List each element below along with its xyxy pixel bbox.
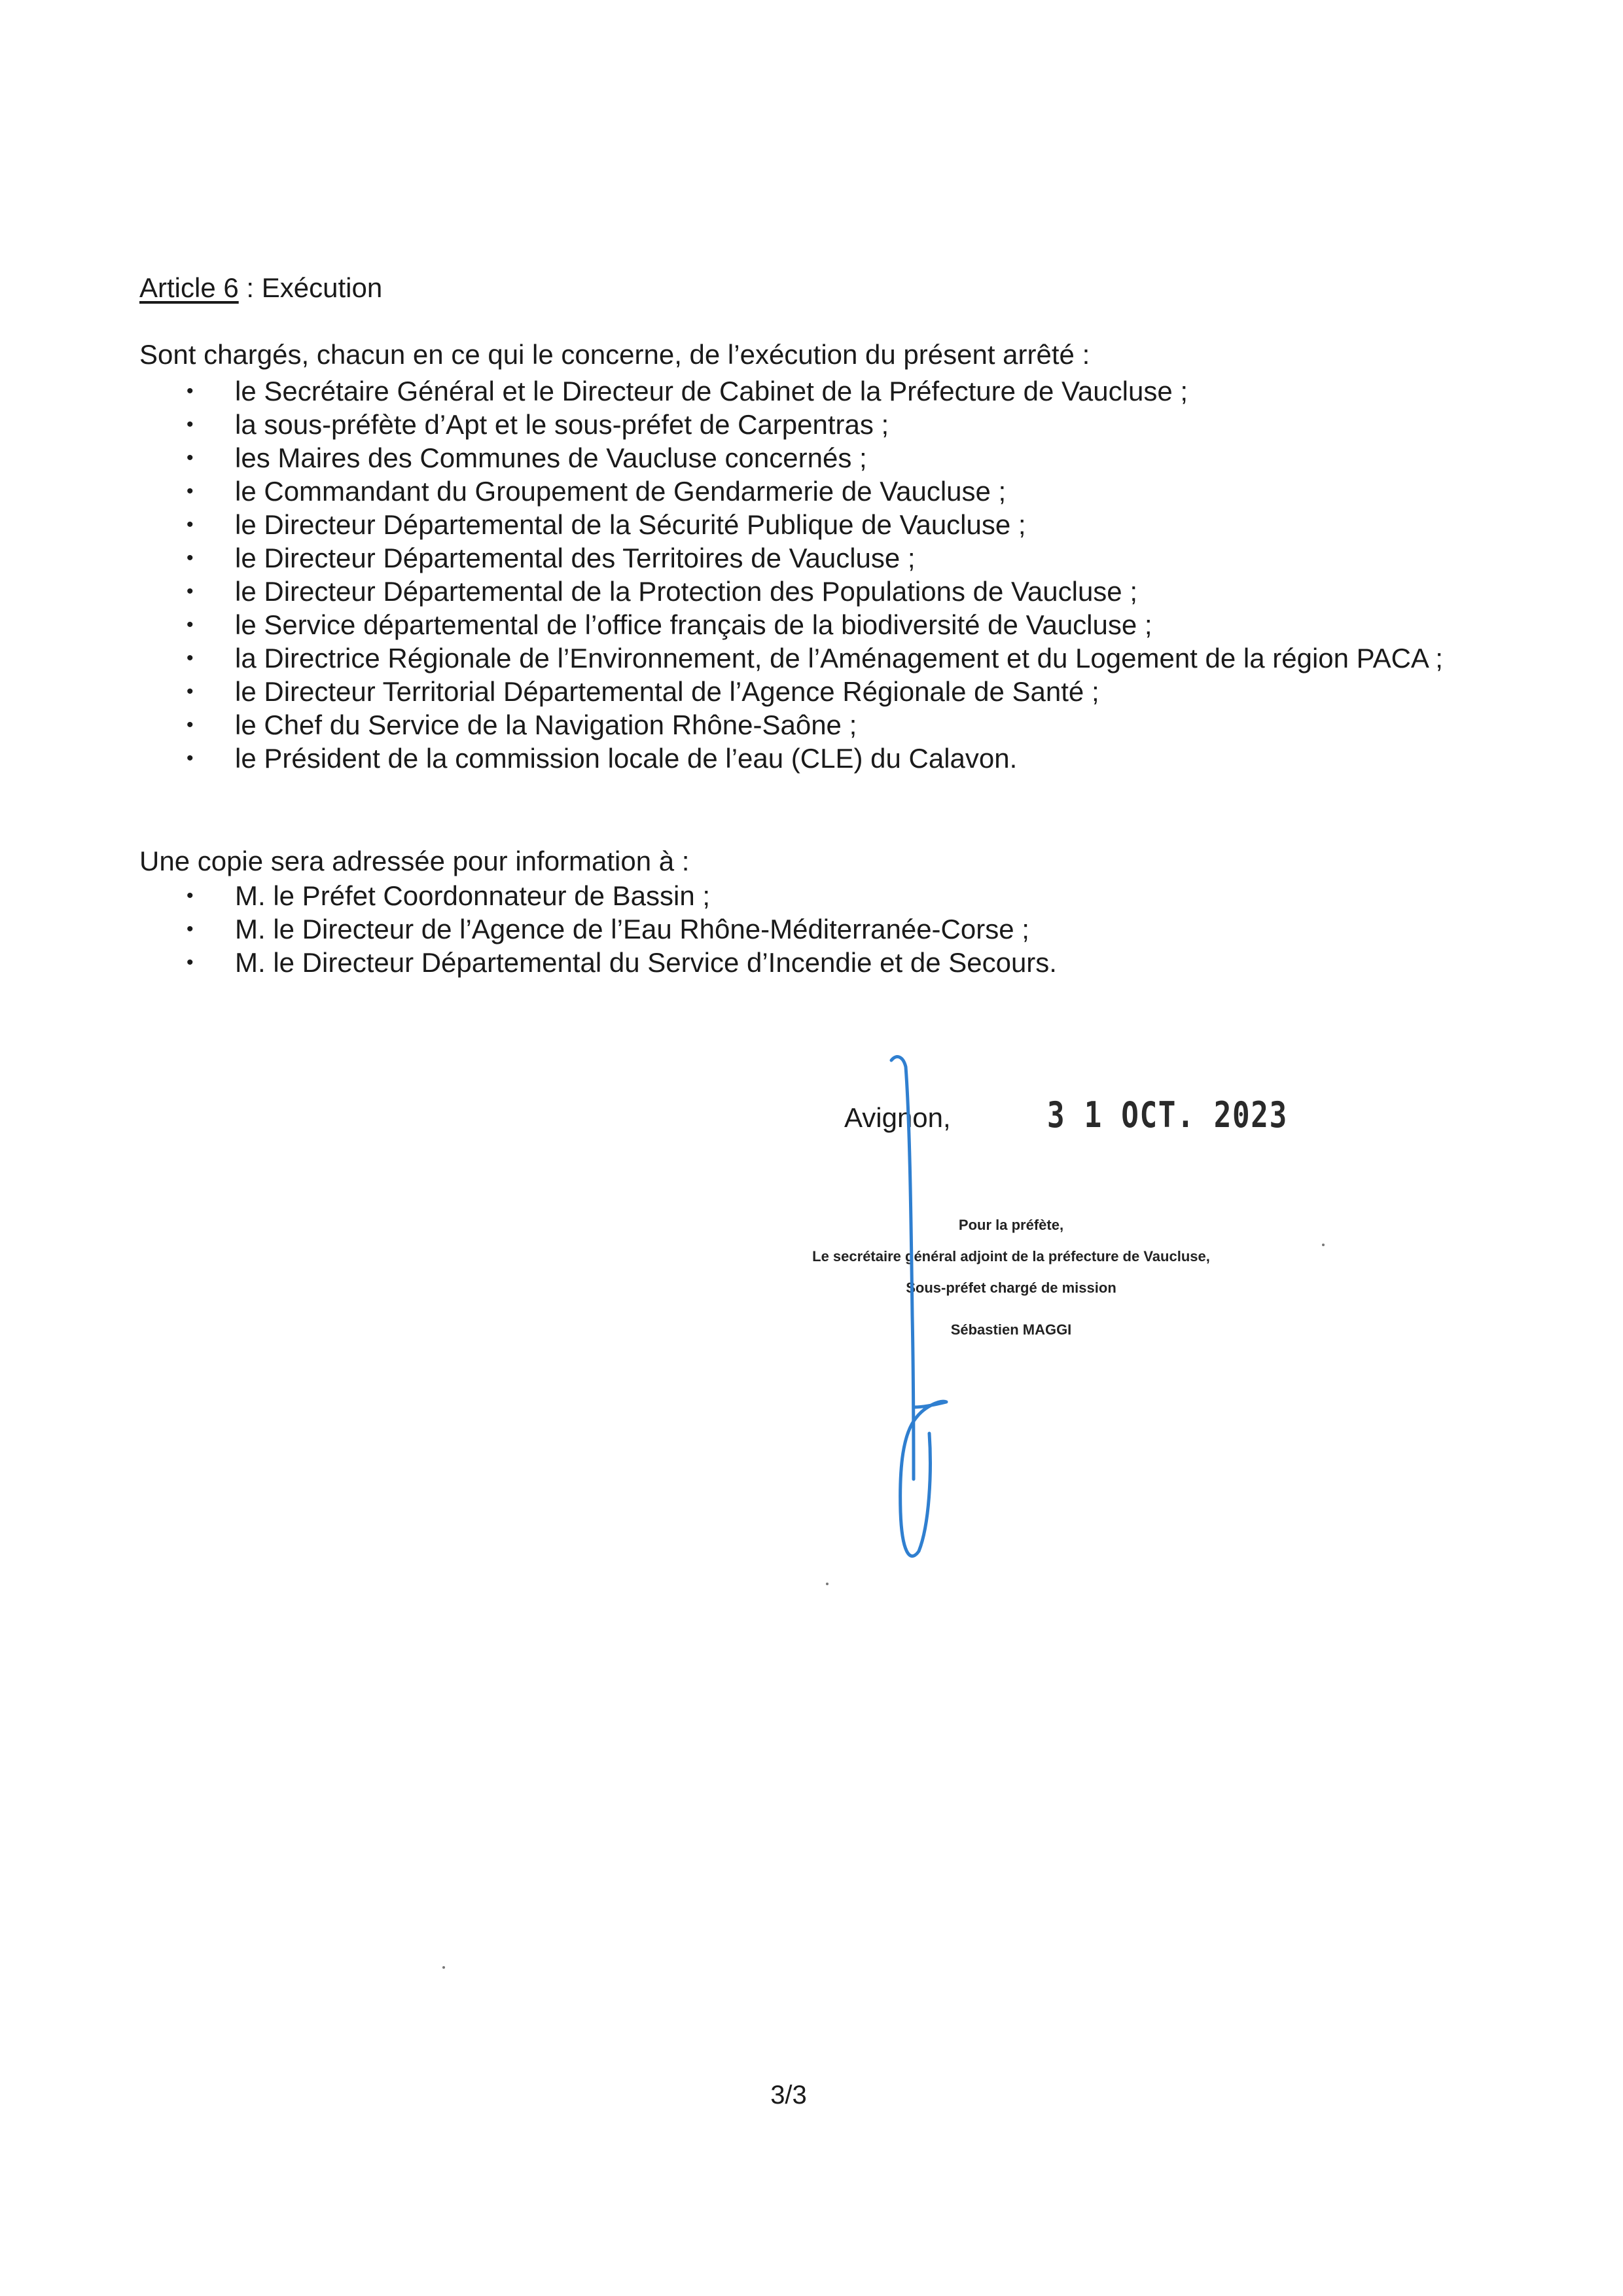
list-item: • le Directeur Territorial Départemental de l’Agence Régionale de Santé ; <box>187 676 1099 707</box>
signature-loop <box>901 1401 946 1556</box>
execution-list <box>139 374 1468 775</box>
signature-stroke <box>891 1057 914 1479</box>
list-item: • la Directrice Régionale de l’Environnement, de l’Aménagement et du Logement de la région PACA ; <box>187 643 1443 673</box>
scan-speck <box>826 1583 829 1585</box>
list-item: • M. le Préfet Coordonnateur de Bassin ; <box>187 880 711 911</box>
list-item: • le Service départemental de l’office français de la biodiversité de Vaucluse ; <box>187 609 1152 640</box>
bullet-icon: • <box>187 681 194 702</box>
bullet-icon: • <box>187 918 194 940</box>
bullet-icon: • <box>187 714 194 736</box>
scan-speck <box>1322 1244 1325 1246</box>
bullet-icon: • <box>187 447 194 469</box>
list-item: • le Secrétaire Général et le Directeur de Cabinet de la Préfecture de Vaucluse ; <box>187 376 1188 406</box>
list-item: • le Directeur Départemental de la Protection des Populations de Vaucluse ; <box>187 576 1138 607</box>
list-item: • les Maires des Communes de Vaucluse concernés ; <box>187 442 867 473</box>
list-item: • M. le Directeur Départemental du Service d’Incendie et de Secours. <box>187 947 1057 978</box>
article-title: Exécution <box>261 272 383 303</box>
list-item: • le Président de la commission locale de l’eau (CLE) du Calavon. <box>187 743 1018 774</box>
bullet-icon: • <box>187 547 194 569</box>
title-line: Sous-préfet chargé de mission <box>906 1280 1116 1296</box>
list-item: • M. le Directeur de l’Agence de l’Eau Rhône-Méditerranée-Corse ; <box>187 914 1029 944</box>
bullet-icon: • <box>187 480 194 502</box>
signer-name: Sébastien MAGGI <box>950 1321 1072 1338</box>
bullet-icon: • <box>187 414 194 435</box>
list-item: • le Chef du Service de la Navigation Rhône-Saône ; <box>187 709 857 740</box>
copies-intro: Une copie sera adressée pour information à : <box>139 846 690 876</box>
handwritten-signature <box>877 1041 982 1571</box>
place-label: Avignon, <box>844 1102 951 1133</box>
execution-intro: Sont chargés, chacun en ce qui le concerne, de l’exécution du présent arrêté : <box>139 339 1090 370</box>
bullet-icon: • <box>187 952 194 973</box>
bullet-icon: • <box>187 647 194 669</box>
bullet-icon: • <box>187 581 194 602</box>
copies-list <box>139 879 1468 979</box>
page-number: 3/3 <box>770 2081 807 2109</box>
bullet-icon: • <box>187 514 194 535</box>
signature-block <box>707 1210 1315 1346</box>
list-item: • la sous-préfète d’Apt et le sous-préfet de Carpentras ; <box>187 409 889 440</box>
for-line: Pour la préfète, <box>958 1217 1064 1233</box>
article-heading <box>139 270 382 306</box>
article-separator: : <box>238 272 262 303</box>
list-item: • le Directeur Départemental des Territoires de Vaucluse ; <box>187 543 916 573</box>
article-label: Article 6 <box>139 272 239 303</box>
role-line: Le secrétaire général adjoint de la préfecture de Vaucluse, <box>812 1248 1210 1265</box>
date-stamp: 3 1 OCT. 2023 <box>1047 1094 1288 1136</box>
bullet-icon: • <box>187 747 194 769</box>
bullet-icon: • <box>187 614 194 636</box>
list-item: • le Commandant du Groupement de Gendarmerie de Vaucluse ; <box>187 476 1007 507</box>
list-item: • le Directeur Départemental de la Sécurité Publique de Vaucluse ; <box>187 509 1026 540</box>
bullet-icon: • <box>187 380 194 402</box>
scan-speck <box>442 1966 445 1969</box>
bullet-icon: • <box>187 885 194 906</box>
